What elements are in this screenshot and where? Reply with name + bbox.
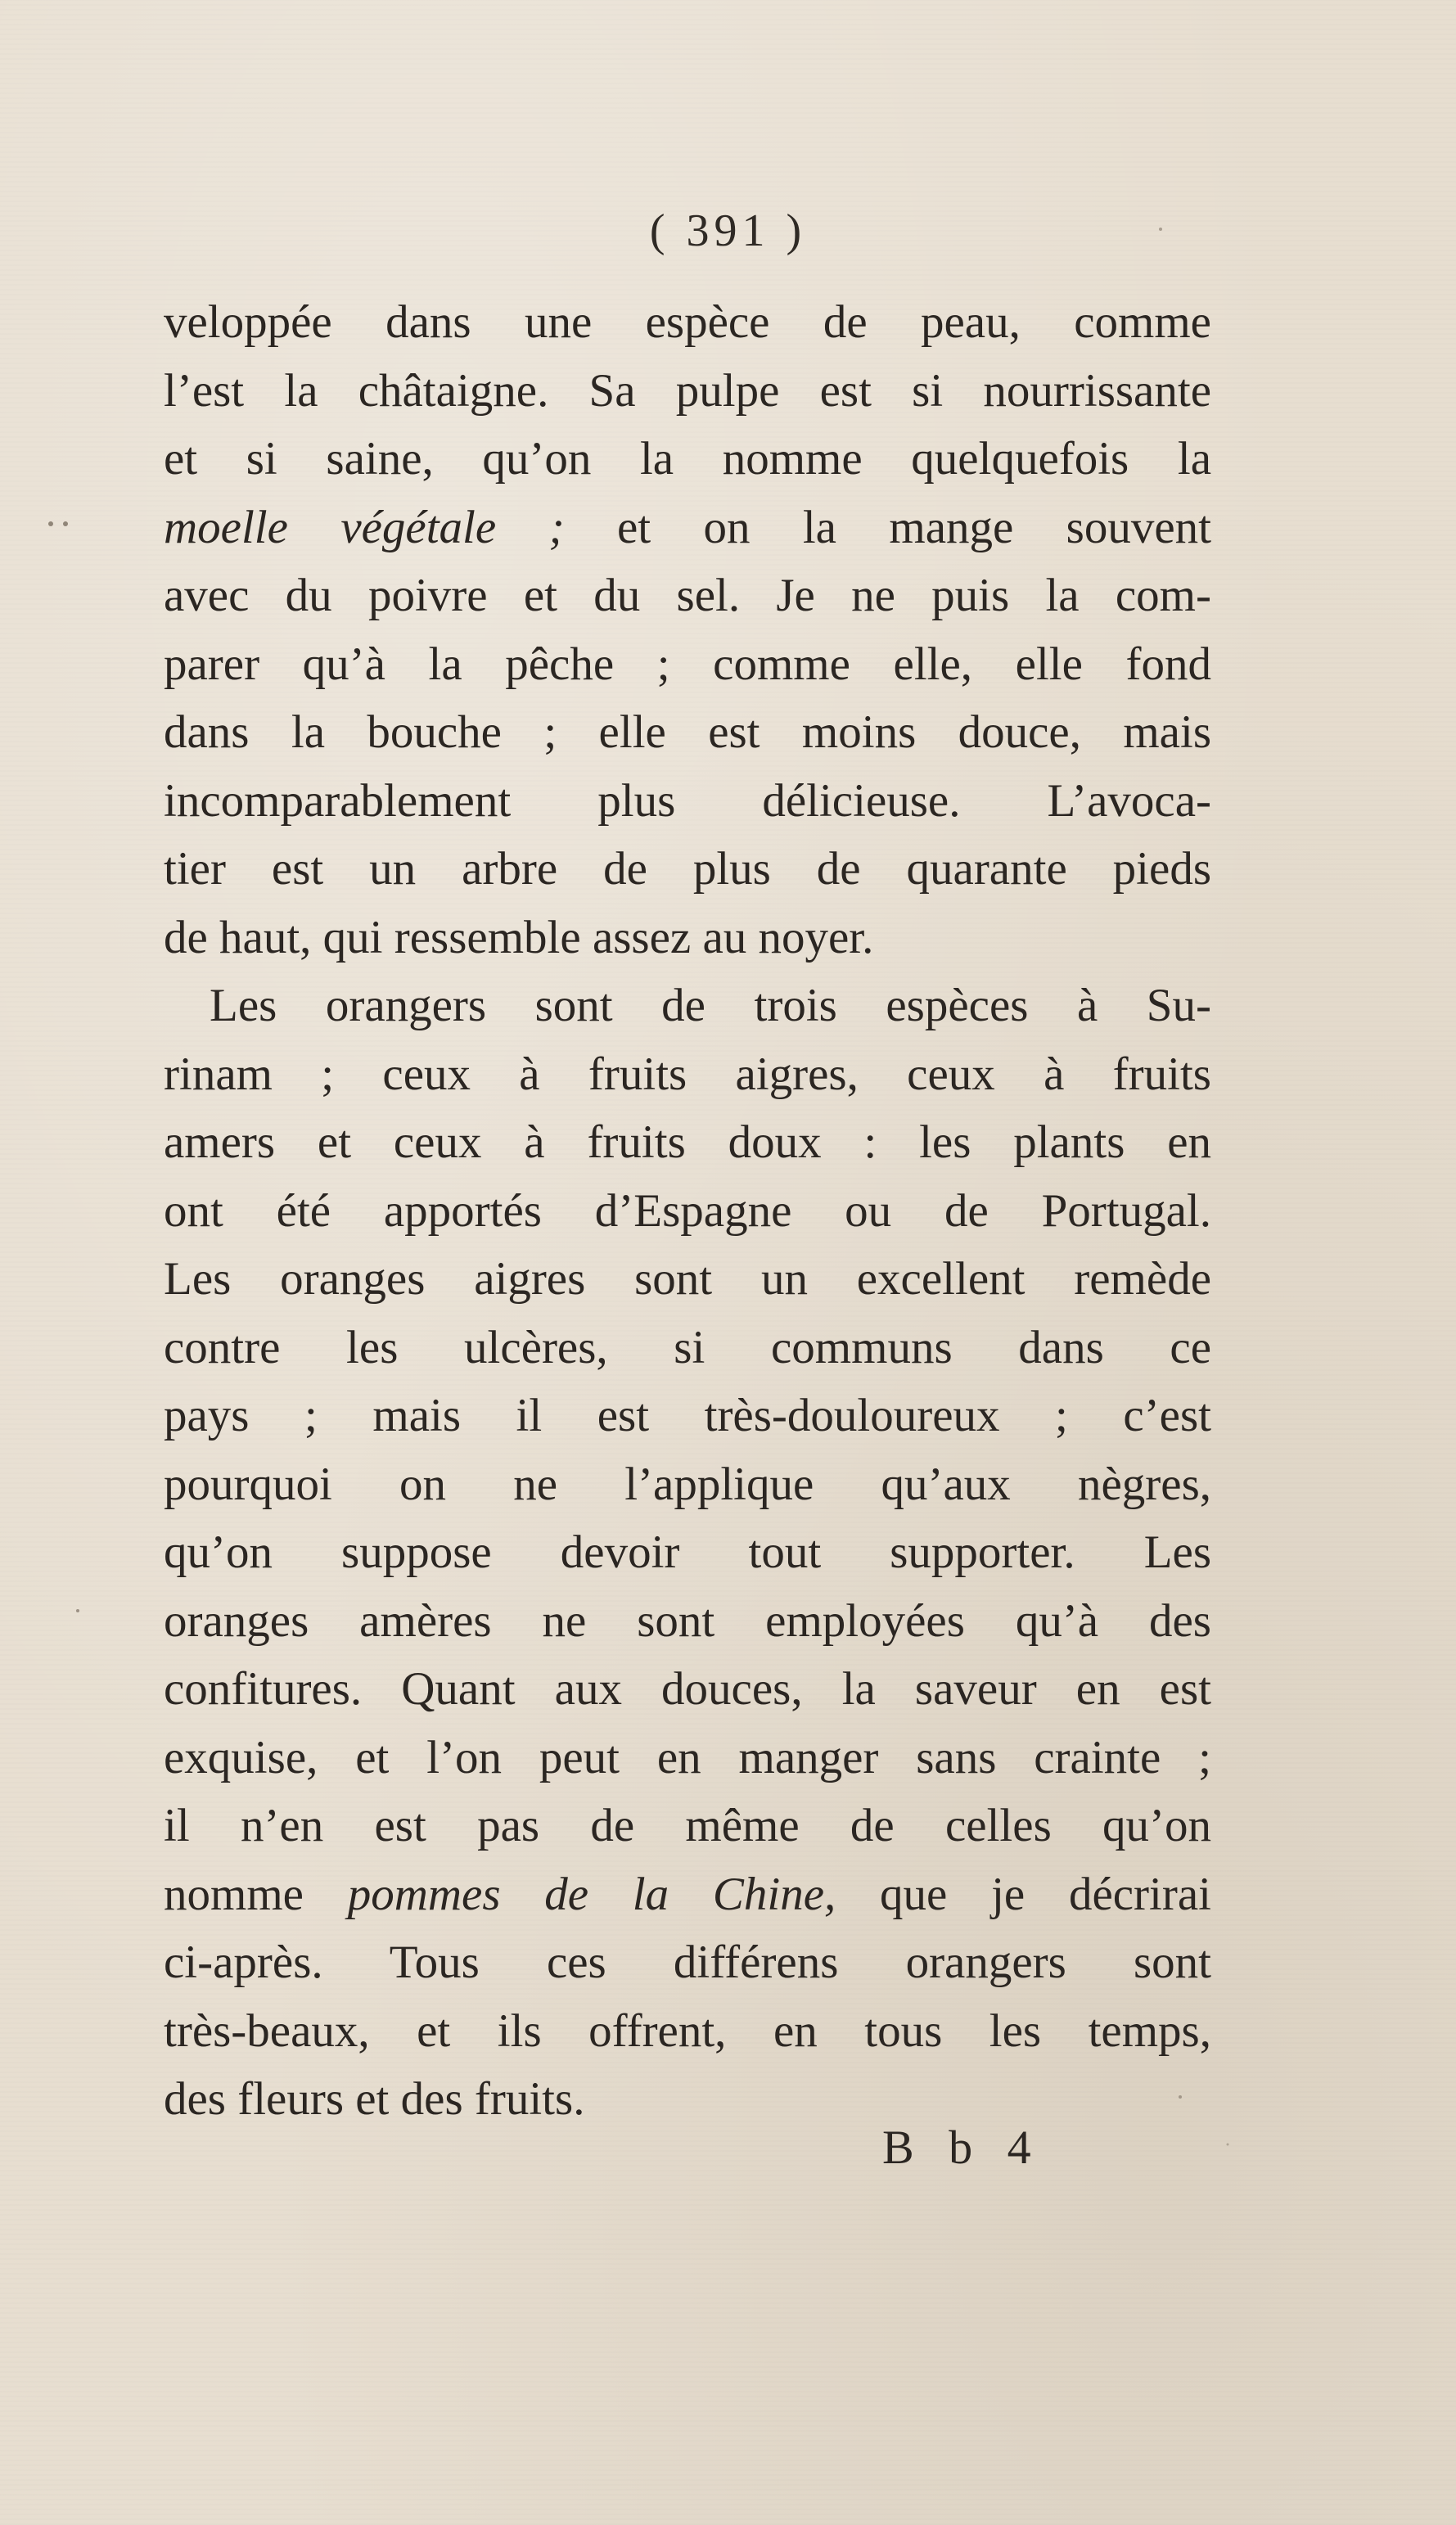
text-line: Les oranges aigres sont un excellent remède [164, 1253, 1211, 1305]
text-line: de haut, qui ressemble assez au noyer. [164, 911, 874, 963]
text-line: dans la bouche ; elle est moins douce, mais [164, 706, 1211, 758]
paper-speck [76, 1609, 79, 1612]
text-line: exquise, et l’on peut en manger sans crainte ; [164, 1731, 1211, 1783]
text-line: avec du poivre et du sel. Je ne puis la com- [164, 570, 1211, 621]
text-line: rinam ; ceux à fruits aigres, ceux à fruits [164, 1048, 1211, 1100]
paper-speck [48, 521, 53, 526]
text-line: tier est un arbre de plus de quarante pieds [164, 843, 1211, 895]
text-line: amers et ceux à fruits doux : les plants en [164, 1116, 1211, 1168]
text-line: des fleurs et des fruits. [164, 2073, 585, 2125]
text-line: qu’on suppose devoir tout supporter. Les [164, 1526, 1211, 1578]
italic-phrase: pommes de la Chine, [347, 1868, 836, 1920]
text-line: veloppée dans une espèce de peau, comme [164, 296, 1211, 348]
text-line: très-beaux, et ils offrent, en tous les temps, [164, 2004, 1211, 2057]
paper-speck [63, 521, 68, 526]
page-number: ( 391 ) [649, 205, 807, 256]
text-line: incomparablement plus délicieuse. L’avoca- [164, 774, 1211, 827]
body-text [164, 288, 1211, 2134]
text-line: pourquoi on ne l’applique qu’aux nègres, [164, 1458, 1211, 1510]
text-line: confitures. Quant aux douces, la saveur en est [164, 1663, 1211, 1715]
italic-phrase: moelle végétale ; [164, 501, 565, 553]
text-segment: que je décrirai [836, 1868, 1211, 1920]
text-line: oranges amères ne sont employées qu’à des [164, 1594, 1211, 1647]
text-line: Les orangers sont de trois espèces à Su- [210, 980, 1211, 1031]
text-line: parer qu’à la pêche ; comme elle, elle fond [164, 638, 1211, 690]
text-line: l’est la châtaigne. Sa pulpe est si nourrissante [164, 364, 1211, 417]
text-line: ont été apportés d’Espagne ou de Portugal. [164, 1184, 1211, 1237]
text-line: pays ; mais il est très-douloureux ; c’est [164, 1390, 1211, 1441]
text-line [164, 1860, 1211, 1929]
text-line [164, 494, 1211, 562]
text-line: ci-après. Tous ces différens orangers sont [164, 1937, 1211, 1988]
text-line: et si saine, qu’on la nomme quelquefois la [164, 433, 1211, 485]
signature-mark: B b 4 [882, 2121, 1043, 2174]
text-line: contre les ulcères, si communs dans ce [164, 1321, 1211, 1373]
paper-speck [1227, 2144, 1229, 2146]
text-segment: nomme [164, 1868, 348, 1920]
text-line: il n’en est pas de même de celles qu’on [164, 1800, 1211, 1851]
text-segment: et on la mange souvent [564, 501, 1211, 553]
